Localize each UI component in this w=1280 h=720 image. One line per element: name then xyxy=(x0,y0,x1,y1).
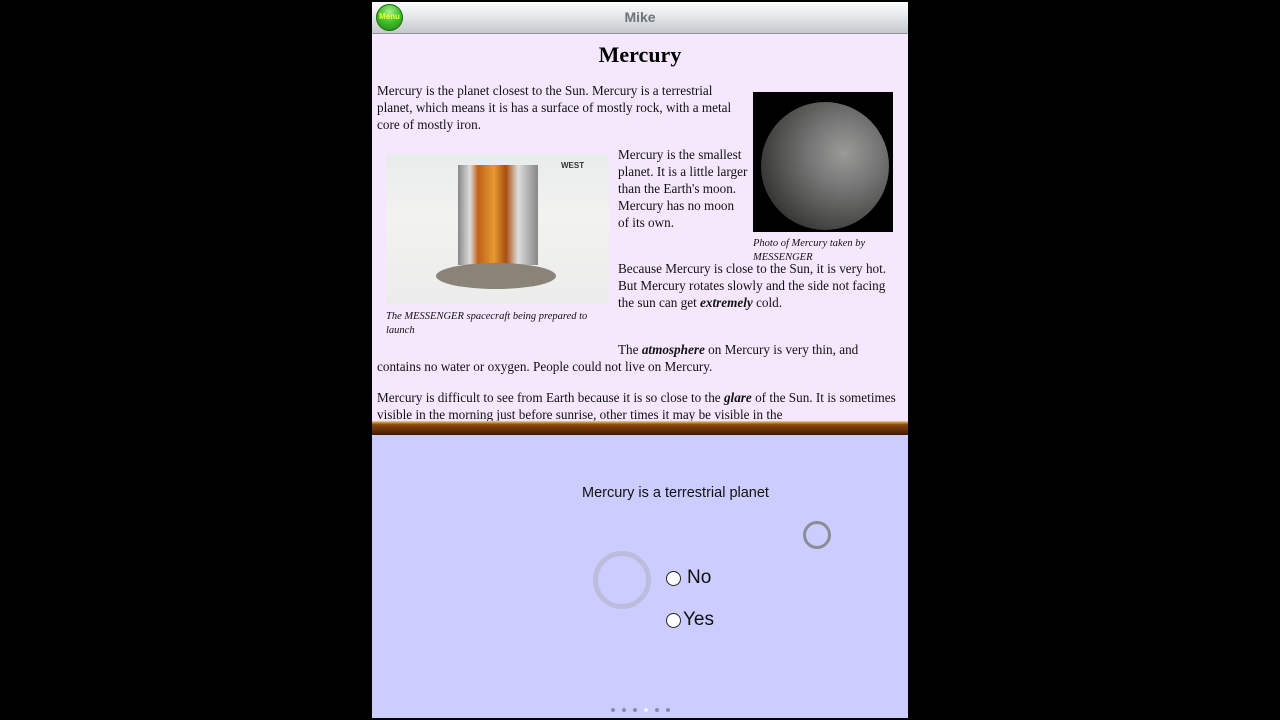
radio-yes[interactable] xyxy=(666,613,681,628)
article-scroll-view[interactable] xyxy=(372,34,908,421)
nav-title: Mike xyxy=(624,9,656,25)
page-dot[interactable] xyxy=(655,708,659,712)
size-paragraph: Mercury is the smallest planet. It is a little larger than the Earth's moon. Mercury has no moon of its own. xyxy=(618,147,748,230)
page-dot[interactable] xyxy=(622,708,626,712)
navigation-bar xyxy=(372,2,908,34)
app-screen xyxy=(372,2,908,718)
page-title: Mercury xyxy=(598,42,682,67)
page-dot[interactable] xyxy=(611,708,615,712)
option-no[interactable]: No xyxy=(666,567,711,589)
quiz-question: Mercury is a terrestrial planet xyxy=(582,485,769,501)
page-dot[interactable] xyxy=(633,708,637,712)
intro-paragraph: Mercury is the planet closest to the Sun. Mercury is a terrestrial planet, which means it is has a surface of mostly rock, with a metal core of mostly iron. xyxy=(377,83,732,132)
glare-paragraph: Mercury is difficult to see from Earth because it is so close to the glare of the Sun. It is sometimes visible in the morning just before sunrise, other times it may be visible in the xyxy=(377,390,896,421)
spacecraft-body xyxy=(458,165,538,265)
heat-paragraph: Because Mercury is close to the Sun, it is very hot. But Mercury rotates slowly and the side not facing the sun can get extremely cold. xyxy=(618,261,887,310)
ring-icon xyxy=(803,521,831,549)
option-yes[interactable]: Yes xyxy=(666,609,714,631)
planet-image xyxy=(761,102,889,230)
loading-ring-icon xyxy=(593,551,651,609)
mercury-photo xyxy=(753,92,893,232)
panel-divider xyxy=(372,421,908,435)
atmosphere-paragraph: The atmosphere on Mercury is very thin, and contains no water or oxygen. People could not live on Mercury. xyxy=(377,342,859,374)
messenger-caption: The MESSENGER spacecraft being prepared to launch xyxy=(386,311,588,336)
mercury-caption: Photo of Mercury taken by MESSENGER xyxy=(753,238,866,263)
page-dot[interactable] xyxy=(666,708,670,712)
west-sign: WEST xyxy=(561,161,585,170)
page-indicator[interactable] xyxy=(372,699,908,717)
radio-no[interactable] xyxy=(666,571,681,586)
menu-label: Menu xyxy=(379,12,400,21)
launch-stand xyxy=(436,263,556,289)
page-dot-active[interactable] xyxy=(644,708,648,712)
messenger-spacecraft-photo xyxy=(386,155,609,304)
